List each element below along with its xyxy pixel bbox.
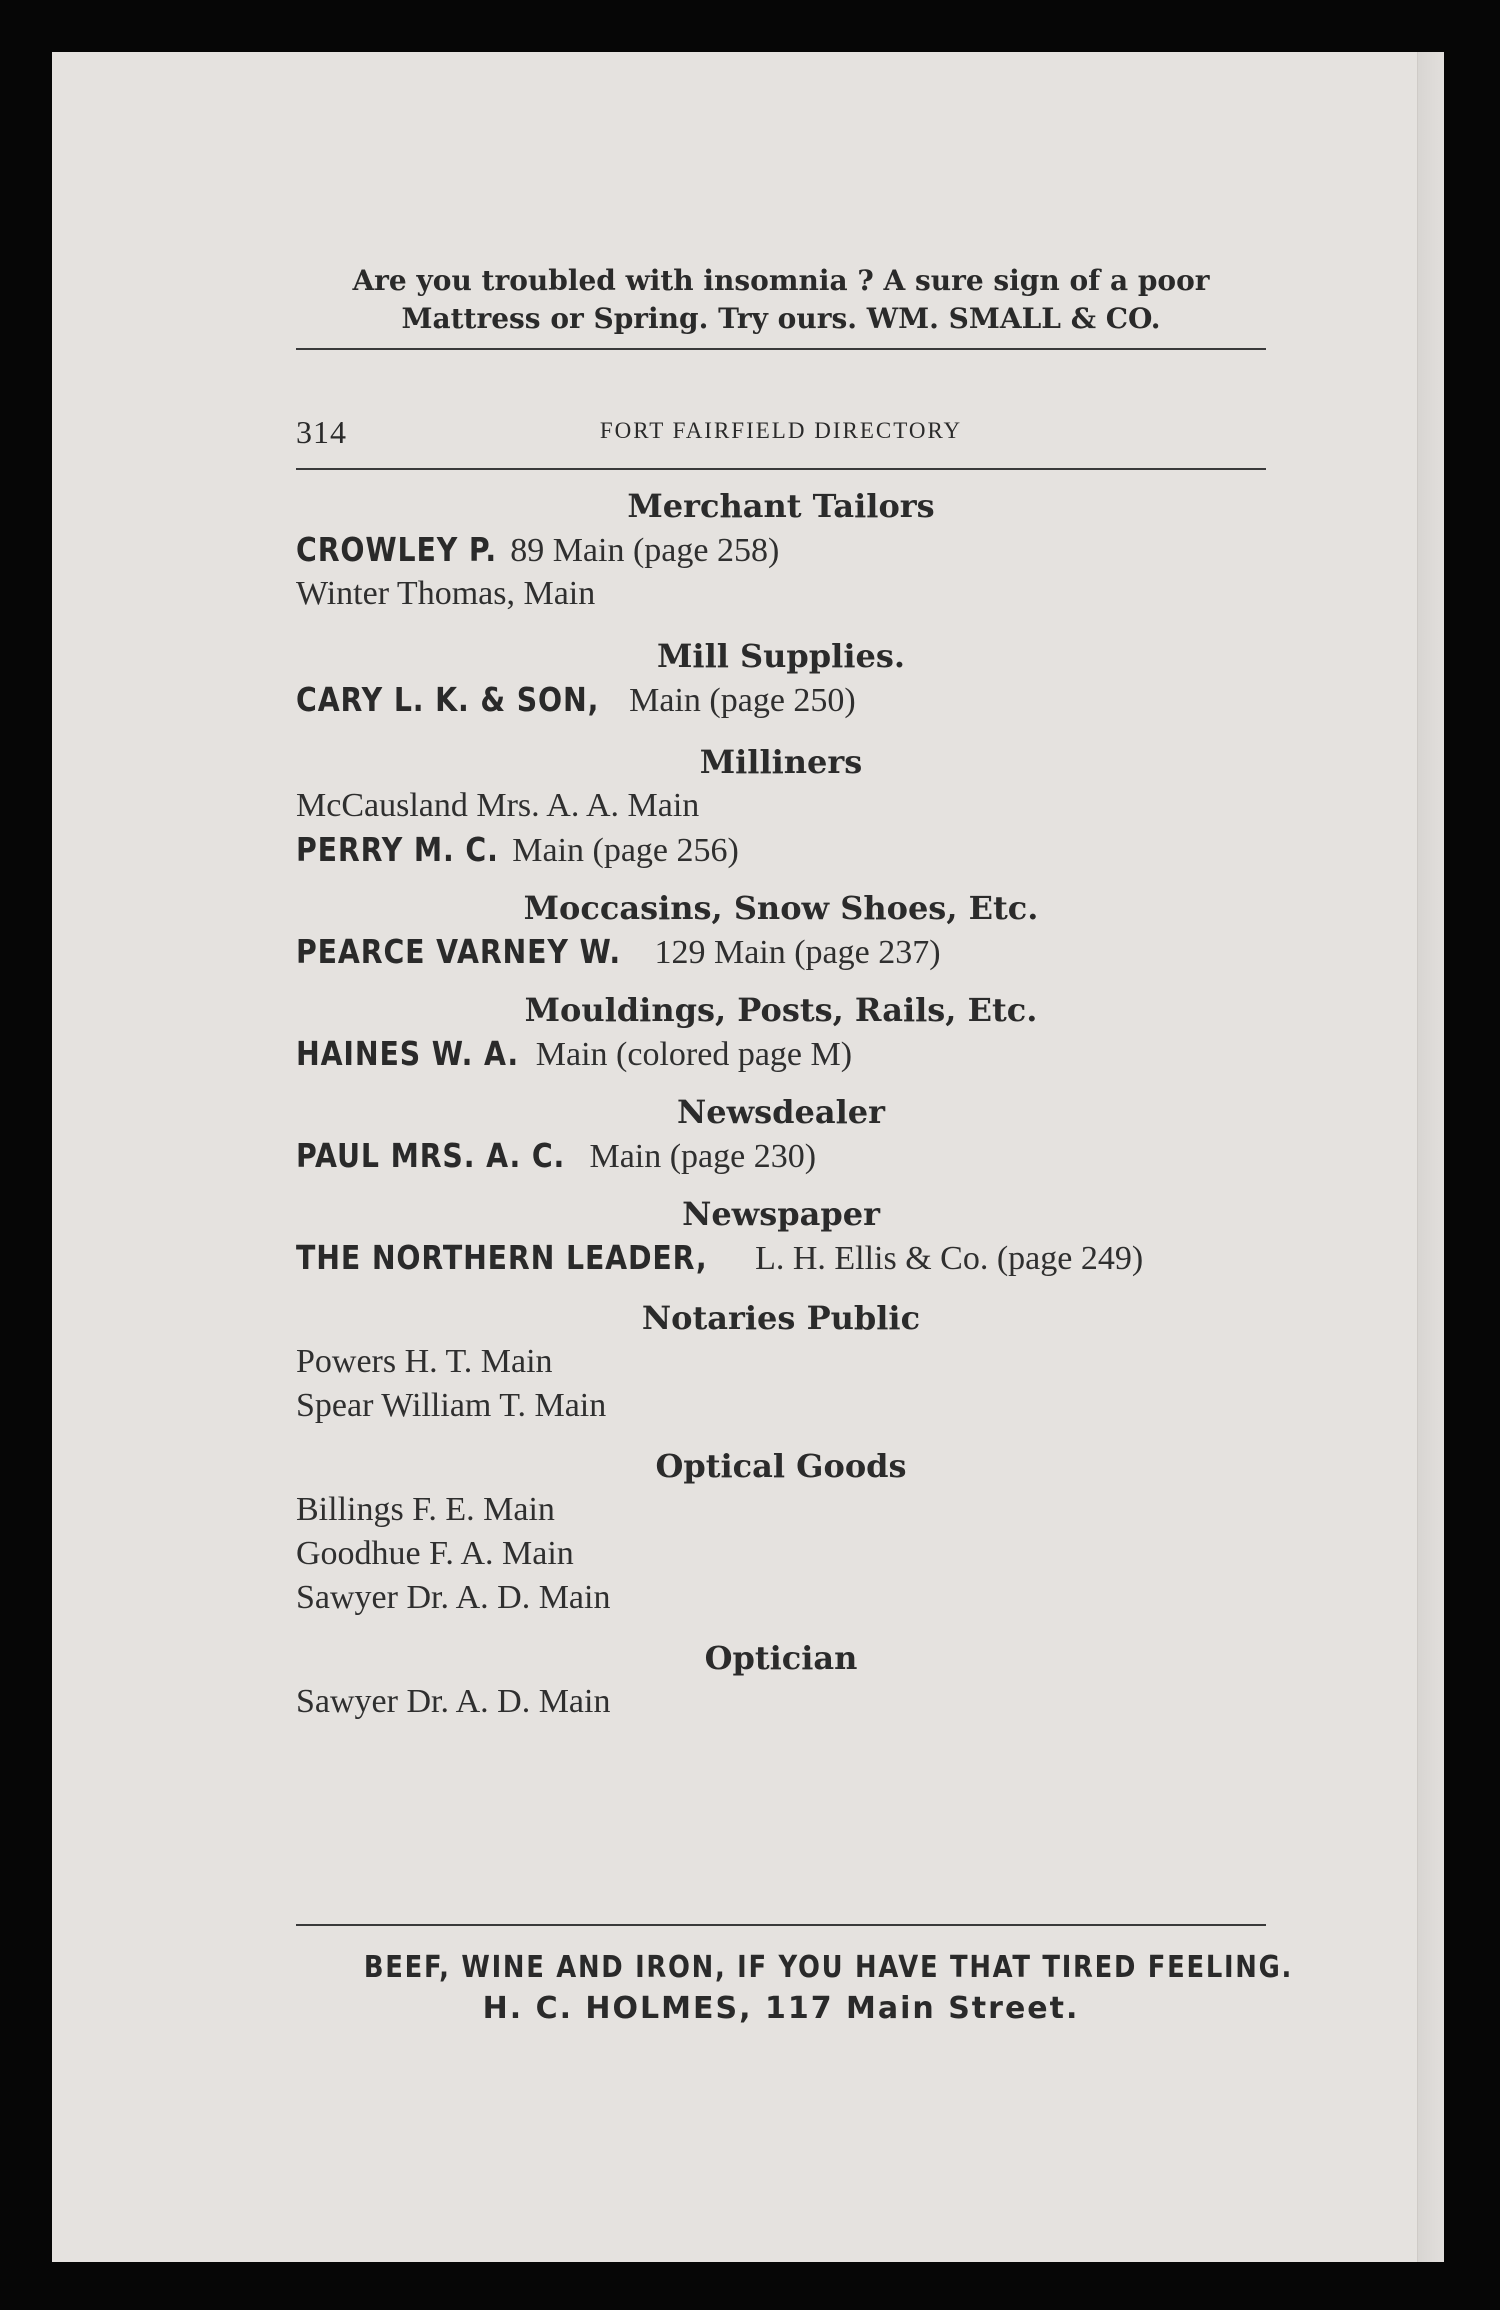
entry-detail: 89 Main (page 258) xyxy=(510,532,780,569)
bottom-advertisement xyxy=(296,1948,1294,2030)
directory-entry xyxy=(296,784,1266,828)
entry-detail: Powers H. T. Main xyxy=(296,1343,553,1380)
directory-section xyxy=(296,1192,1266,1280)
directory-section xyxy=(296,740,1266,872)
directory-entry xyxy=(296,1236,1266,1280)
entry-name: CARY L. K. & SON, xyxy=(296,680,600,719)
entry-name: PERRY M. C. xyxy=(296,830,499,869)
section-heading: Moccasins, Snow Shoes, Etc. xyxy=(523,889,1039,927)
section-heading: Mouldings, Posts, Rails, Etc. xyxy=(524,991,1038,1029)
section-heading: Optician xyxy=(704,1639,858,1677)
directory-section xyxy=(296,1296,1266,1428)
section-heading: Optical Goods xyxy=(655,1447,907,1485)
directory-entry xyxy=(296,1134,1266,1178)
entry-detail: Main (page 250) xyxy=(629,682,856,719)
top-ad-line-1: Are you troubled with insomnia ? A sure sign of a poor xyxy=(352,264,1210,297)
directory-section xyxy=(296,1090,1266,1178)
entry-name: HAINES W. A. xyxy=(296,1034,519,1073)
entry-detail: Winter Thomas, Main xyxy=(296,575,596,612)
directory-entry xyxy=(296,572,1266,616)
directory-listing xyxy=(296,484,1266,1724)
head-rule xyxy=(296,468,1266,470)
section-heading: Newspaper xyxy=(682,1195,880,1233)
directory-section xyxy=(296,988,1266,1076)
directory-entry xyxy=(296,1032,1266,1076)
entry-name: PAUL MRS. A. C. xyxy=(296,1136,566,1175)
directory-section xyxy=(296,484,1266,616)
section-heading: Merchant Tailors xyxy=(627,487,935,525)
section-heading: Mill Supplies. xyxy=(657,637,905,675)
directory-entry xyxy=(296,1384,1266,1428)
top-advertisement xyxy=(296,262,1266,338)
entry-detail: Sawyer Dr. A. D. Main xyxy=(296,1683,611,1720)
bottom-ad-line-1: BEEF, WINE AND IRON, IF YOU HAVE THAT TIRED FEELING. xyxy=(363,1950,1294,1985)
directory-entry xyxy=(296,828,1266,872)
bottom-ad-line-2: H. C. HOLMES, 117 Main Street. xyxy=(482,1991,1080,2026)
entry-detail: 129 Main (page 237) xyxy=(654,934,941,971)
entry-detail: Spear William T. Main xyxy=(296,1387,607,1424)
entry-detail: Main (page 256) xyxy=(512,832,739,869)
page-edge xyxy=(1417,52,1444,2262)
section-heading: Milliners xyxy=(699,743,863,781)
top-rule xyxy=(296,348,1266,350)
directory-entry xyxy=(296,1532,1266,1576)
entry-detail: Main (page 230) xyxy=(589,1138,817,1175)
directory-page xyxy=(52,52,1444,2262)
directory-entry xyxy=(296,1576,1266,1620)
entry-name: THE NORTHERN LEADER, xyxy=(296,1238,708,1277)
entry-detail: Billings F. E. Main xyxy=(296,1491,555,1528)
directory-entry xyxy=(296,1488,1266,1532)
directory-section xyxy=(296,634,1266,722)
page-number: 314 xyxy=(296,414,347,450)
entry-detail: Main (colored page M) xyxy=(535,1036,853,1073)
section-heading: Newsdealer xyxy=(676,1093,885,1131)
directory-entry xyxy=(296,1680,1266,1724)
entry-name: PEARCE VARNEY W. xyxy=(296,932,622,971)
bottom-rule xyxy=(296,1924,1266,1926)
directory-section xyxy=(296,886,1266,974)
directory-section xyxy=(296,1444,1266,1620)
directory-entry xyxy=(296,528,1266,572)
directory-section xyxy=(296,1636,1266,1724)
entry-detail: Goodhue F. A. Main xyxy=(296,1535,574,1572)
top-ad-line-2: Mattress or Spring. Try ours. WM. SMALL & CO. xyxy=(401,302,1161,335)
directory-entry xyxy=(296,930,1266,974)
entry-name: CROWLEY P. xyxy=(296,530,497,569)
section-heading: Notaries Public xyxy=(641,1299,921,1337)
entry-detail: McCausland Mrs. A. A. Main xyxy=(296,787,700,824)
entry-detail: L. H. Ellis & Co. (page 249) xyxy=(755,1240,1144,1277)
directory-entry xyxy=(296,678,1266,722)
entry-detail: Sawyer Dr. A. D. Main xyxy=(296,1579,611,1616)
directory-entry xyxy=(296,1340,1266,1384)
running-head xyxy=(296,414,1266,454)
directory-title: FORT FAIRFIELD DIRECTORY xyxy=(599,418,963,443)
